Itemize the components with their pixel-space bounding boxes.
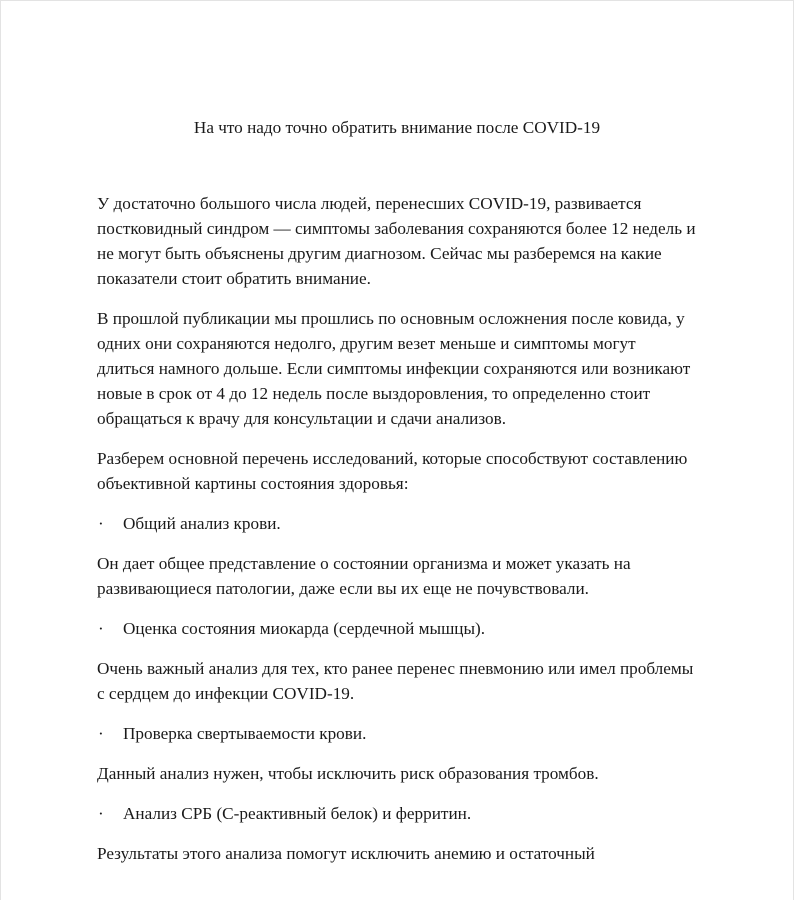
list-item-description: Данный анализ нужен, чтобы исключить риск образования тромбов. (97, 764, 599, 783)
bullet-icon: · (98, 724, 104, 743)
list-item-label: Общий анализ крови. (123, 514, 281, 533)
list-item-label: Проверка свертываемости крови. (123, 724, 367, 743)
intro-paragraph: У достаточно большого числа людей, перенесших COVID-19, развивается постковидный синдром — симптомы заболевания сохраняются более 12 недель и не могут быть объяснены другим диагнозом. Сейчас мы разберемся на какие показатели стоит обратить внимание. (97, 194, 696, 288)
list-item-label: Анализ СРБ (С-реактивный белок) и ферритин. (123, 804, 472, 823)
bullet-icon: · (98, 804, 104, 823)
list-item-description: Очень важный анализ для тех, кто ранее перенес пневмонию или имел проблемы с сердцем до инфекции COVID-19. (97, 659, 694, 703)
list-item (97, 721, 697, 746)
list-item (97, 616, 697, 641)
bullet-icon: · (98, 619, 104, 638)
document-title: На что надо точно обратить внимание после COVID-19 (193, 118, 601, 137)
list-item-description: Результаты этого анализа помогут исключить анемию и остаточный (97, 844, 595, 863)
list-item (97, 511, 697, 536)
list-item (97, 801, 697, 826)
bullet-icon: · (98, 514, 104, 533)
previous-publication-paragraph: В прошлой публикации мы прошлись по основным осложнения после ковида, у одних они сохраняются недолго, другим везет меньше и симптомы могут длиться намного дольше. Если симптомы инфекции сохраняются или возникают новые в срок от 4 до 12 недель после выздоровления, то определенно стоит обращаться к врачу для консультации и сдачи анализов. (97, 309, 691, 428)
list-item-label: Оценка состояния миокарда (сердечной мышцы). (123, 619, 486, 638)
tests-intro-paragraph: Разберем основной перечень исследований, которые способствуют составлению объективной картины состояния здоровья: (97, 449, 688, 493)
document-body (97, 191, 697, 881)
list-item-description: Он дает общее представление о состоянии организма и может указать на развивающиеся патологии, даже если вы их еще не почувствовали. (97, 554, 631, 598)
